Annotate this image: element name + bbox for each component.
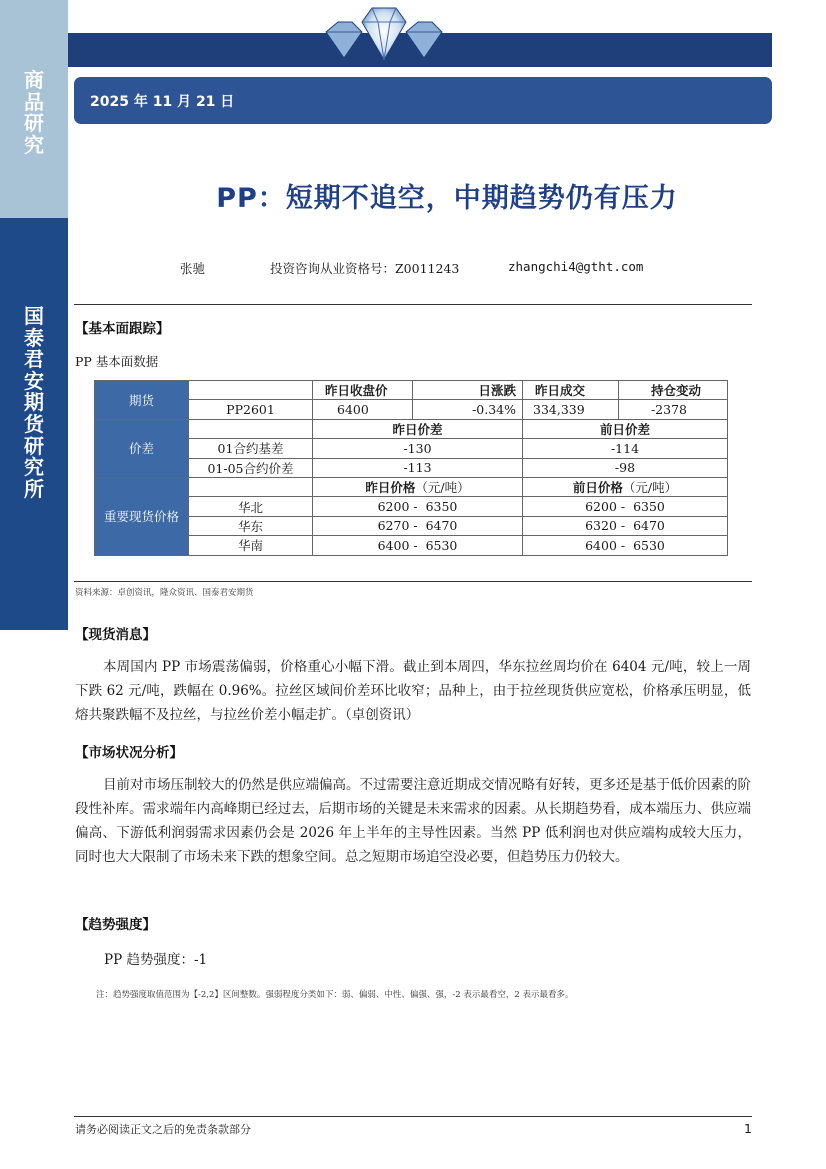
sidebar-char: 究 [24, 455, 44, 480]
spot-yesterday-cell: 6200 - 6350 [313, 497, 523, 516]
sidebar-char: 君 [24, 347, 44, 372]
change-cell: -0.34% [413, 400, 523, 419]
fundamental-table [94, 380, 728, 556]
divider [74, 304, 752, 305]
header-close: 昨日收盘价 [313, 381, 413, 400]
market-analysis-paragraph: 目前对市场压制较大的仍然是供应端偏高。不过需要注意近期成交情况略有好转，更多还是基于低价因素的阶段性补库。需求端年内高峰期已经过去，后期市场的关键是未来需求的因素。从长期趋势看，成本端压力、供应端偏高、下游低利润弱需求因素仍会是 2026 年上半年的主导性因素。当然 PP 低利润也对供应端构成较大压力，同时也大大限制了市场未来下跌的想象空间。总之短期市场追空没必要，但趋势压力仍较大。 [75, 777, 751, 865]
region-cell: 华北 [189, 497, 313, 516]
sidebar-char: 所 [24, 476, 44, 501]
sidebar-char: 商 [24, 68, 44, 92]
page-number: 1 [744, 1121, 752, 1136]
section-heading-fundamental: 【基本面跟踪】 [75, 321, 170, 337]
table-caption: PP 基本面数据 [75, 354, 159, 369]
close-cell: 6400 [313, 400, 413, 419]
volume-cell: 334,339 [523, 400, 619, 419]
spot-prev-cell: 6200 - 6350 [523, 497, 728, 516]
spot-yesterday-cell: 6400 - 6530 [313, 536, 523, 555]
spread-name-cell: 01-05合约价差 [189, 458, 313, 477]
header-spread-yesterday: 昨日价差 [313, 419, 523, 438]
header-oi-change: 持仓变动 [619, 381, 728, 400]
spread-label: 价差 [95, 419, 189, 477]
table-row [95, 381, 728, 400]
trend-note: 注：趋势强度取值范围为【-2,2】区间整数。强弱程度分类如下：弱、偏弱、中性、偏强、强，-2 表示最看空，2 表示最看多。 [96, 990, 574, 1000]
table-row [95, 536, 728, 555]
table-cell [189, 381, 313, 400]
header-change: 日涨跌 [413, 381, 523, 400]
table-row [95, 458, 728, 477]
table-row [95, 419, 728, 438]
header-spot-yesterday [313, 477, 523, 496]
sidebar-char: 究 [24, 132, 44, 157]
spread-prev-cell: -98 [523, 458, 728, 477]
sidebar-char: 货 [24, 411, 44, 436]
region-cell: 华东 [189, 516, 313, 535]
footer-divider [74, 1116, 752, 1117]
header-spot-prev [523, 477, 728, 496]
sidebar-char: 泰 [24, 325, 44, 350]
spot-news-paragraph: 本周国内 PP 市场震荡偏弱，价格重心小幅下滑。截止到本周四，华东拉丝周均价在 6404 元/吨，较上一周下跌 62 元/吨，跌幅在 0.96%。拉丝区域间价差环比收窄；品种上，由于拉丝现货供应宽松，价格承压明显，低熔共聚跌幅不及拉丝，与拉丝价差小幅走扩。（卓创资讯） [75, 659, 751, 723]
futures-label: 期货 [95, 381, 189, 420]
table-row [95, 516, 728, 535]
report-title: PP：短期不追空，中期趋势仍有压力 [216, 183, 678, 214]
spread-name-cell: 01合约基差 [189, 439, 313, 458]
spot-unit: （元/吨） [622, 480, 678, 496]
sidebar-char: 安 [24, 368, 44, 393]
date-bar [74, 77, 772, 124]
footer-disclaimer: 请务必阅读正文之后的免责条款部分 [75, 1123, 251, 1136]
spot-yesterday-cell: 6270 - 6470 [313, 516, 523, 535]
contract-cell: PP2601 [189, 400, 313, 419]
spot-label: 重要现货价格 [95, 477, 189, 555]
spot-header-text: 昨日价格 [365, 480, 416, 496]
table-row [95, 400, 728, 419]
spread-yesterday-cell: -113 [313, 458, 523, 477]
table-source: 资料来源：卓创资讯，隆众资讯、国泰君安期货 [75, 588, 254, 598]
table-cell [189, 419, 313, 438]
section-heading-spot-news: 【现货消息】 [75, 627, 156, 643]
trend-strength-value: PP 趋势强度：-1 [104, 952, 208, 968]
diamond-logo [322, 2, 446, 66]
region-cell: 华南 [189, 536, 313, 555]
section-heading-market-analysis: 【市场状况分析】 [75, 745, 183, 761]
sidebar-institute-label [0, 306, 68, 500]
oi-change-cell: -2378 [619, 400, 728, 419]
spot-prev-cell: 6400 - 6530 [523, 536, 728, 555]
author-name: 张驰 [180, 261, 206, 276]
section-heading-trend-strength: 【趋势强度】 [75, 917, 156, 933]
spread-yesterday-cell: -130 [313, 439, 523, 458]
table-row [95, 477, 728, 496]
spot-header-text: 前日价格 [572, 480, 623, 496]
sidebar-char: 研 [24, 433, 44, 458]
author-email: zhangchi4@gtht.com [508, 259, 644, 274]
sidebar-char: 品 [24, 89, 44, 114]
sidebar-category-label [0, 70, 68, 156]
report-date: 2025 年 11 月 21 日 [90, 94, 235, 110]
divider [74, 581, 752, 582]
sidebar-char: 国 [24, 304, 44, 328]
table-cell [189, 477, 313, 496]
header-volume: 昨日成交 [523, 381, 619, 400]
sidebar-char: 期 [24, 390, 44, 415]
spread-prev-cell: -114 [523, 439, 728, 458]
author-license: 投资咨询从业资格号：Z0011243 [270, 261, 460, 276]
spot-prev-cell: 6320 - 6470 [523, 516, 728, 535]
table-row [95, 439, 728, 458]
header-spread-prev: 前日价差 [523, 419, 728, 438]
spot-unit: （元/吨） [415, 480, 470, 496]
table-row [95, 497, 728, 516]
sidebar-char: 研 [24, 111, 44, 136]
